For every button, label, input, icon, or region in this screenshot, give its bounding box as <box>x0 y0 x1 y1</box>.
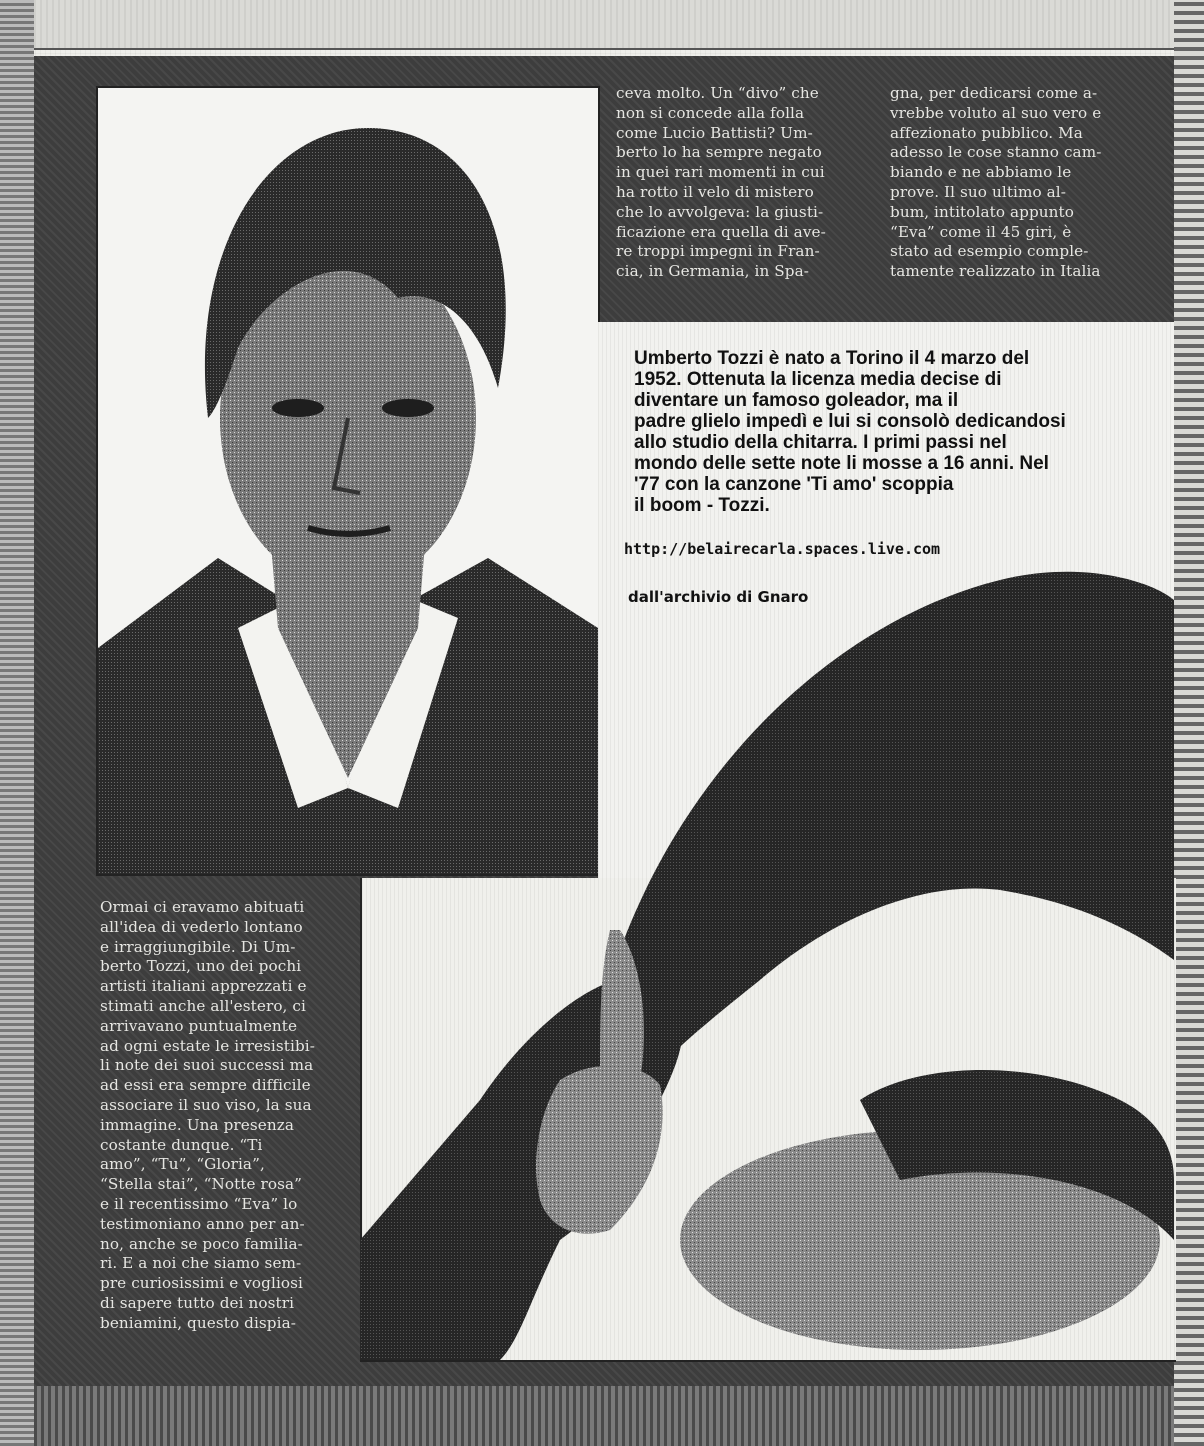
article-line: non si concede alla folla <box>616 103 805 122</box>
caption-line: mondo delle sette note li mosse a 16 anni. Nel <box>634 453 1049 474</box>
article-line: ficazione era quella di ave- <box>616 222 826 241</box>
caption-line: Umberto Tozzi è nato a Torino il 4 marzo del <box>634 348 1030 369</box>
article-column-top-middle <box>616 84 864 282</box>
article-line: immagine. Una presenza <box>100 1115 294 1134</box>
article-line: prove. Il suo ultimo al- <box>890 182 1066 201</box>
article-line: di sapere tutto dei nostri <box>100 1293 295 1312</box>
page-top-edge <box>34 0 1174 50</box>
article-line: ri. E a noi che siamo sem- <box>100 1254 302 1273</box>
article-line: cia, in Germania, in Spa- <box>616 262 810 281</box>
hand-photo-drawing <box>360 540 1174 1360</box>
article-line: bum, intitolato appunto <box>890 202 1075 221</box>
article-line: tamente realizzato in Italia <box>890 262 1101 281</box>
page-bottom-edge <box>34 1386 1174 1446</box>
article-line: berto Tozzi, uno dei pochi <box>100 957 302 976</box>
article-line: e il recentissimo “Eva” lo <box>100 1194 298 1213</box>
article-line: ad essi era sempre difficile <box>100 1076 311 1095</box>
article-line: arrivavano puntualmente <box>100 1016 298 1035</box>
caption-line: il boom - Tozzi. <box>634 495 770 516</box>
article-line: vrebbe voluto al suo vero e <box>890 103 1102 122</box>
caption-line: '77 con la canzone 'Ti amo' scoppia <box>634 474 954 495</box>
article-line: pre curiosissimi e vogliosi <box>100 1274 303 1293</box>
article-line: berto lo ha sempre negato <box>616 143 822 162</box>
article-column-bottom-left <box>100 898 332 1334</box>
article-line: stimati anche all'estero, ci <box>100 996 306 1015</box>
article-line: gna, per dedicarsi come a- <box>890 84 1098 102</box>
article-line: ad ogni estate le irresistibi- <box>100 1036 315 1055</box>
article-line: stato ad esempio comple- <box>890 242 1089 261</box>
article-line: amo”, “Tu”, “Gloria”, <box>100 1155 265 1174</box>
article-line: Ormai ci eravamo abituati <box>100 898 305 916</box>
caption-line: 1952. Ottenuta la licenza media decise di <box>634 369 1002 390</box>
article-line: che lo avvolgeva: la giusti- <box>616 202 824 221</box>
article-line: testimoniano anno per an- <box>100 1214 305 1233</box>
article-line: adesso le cose stanno cam- <box>890 143 1102 162</box>
article-line: re troppi impegni in Fran- <box>616 242 820 261</box>
article-line: all'idea di vederlo lontano <box>100 917 303 936</box>
page-right-edge <box>1174 0 1204 1446</box>
photo-caption <box>634 348 1104 516</box>
article-line: “Eva” come il 45 giri, è <box>890 222 1072 241</box>
article-line: ha rotto il velo di mistero <box>616 182 814 201</box>
article-line: li note dei suoi successi ma <box>100 1056 314 1075</box>
archive-credit: dall'archivio di Gnaro <box>628 588 809 606</box>
article-line: biando e ne abbiamo le <box>890 163 1072 182</box>
article-line: beniamini, questo dispia- <box>100 1313 296 1332</box>
caption-line: padre glielo impedì e lui si consolò dedicandosi <box>634 411 1066 432</box>
article-line: “Stella stai”, “Notte rosa” <box>100 1175 303 1194</box>
caption-line: allo studio della chitarra. I primi passi nel <box>634 432 1007 453</box>
source-url: http://belairecarla.spaces.live.com <box>624 540 941 558</box>
article-line: associare il suo viso, la sua <box>100 1095 312 1114</box>
article-line: come Lucio Battisti? Um- <box>616 123 813 142</box>
article-line: costante dunque. “Ti <box>100 1135 263 1154</box>
article-line: affezionato pubblico. Ma <box>890 123 1083 142</box>
article-line: in quei rari momenti in cui <box>616 163 825 182</box>
article-line: no, anche se poco familia- <box>100 1234 303 1253</box>
article-column-top-right <box>890 84 1148 282</box>
article-line: ceva molto. Un “divo” che <box>616 84 819 102</box>
caption-line: diventare un famoso goleador, ma il <box>634 390 959 411</box>
article-line: e irraggiungibile. Di Um- <box>100 937 296 956</box>
article-line: artisti italiani apprezzati e <box>100 977 307 996</box>
page-left-edge <box>0 0 34 1446</box>
